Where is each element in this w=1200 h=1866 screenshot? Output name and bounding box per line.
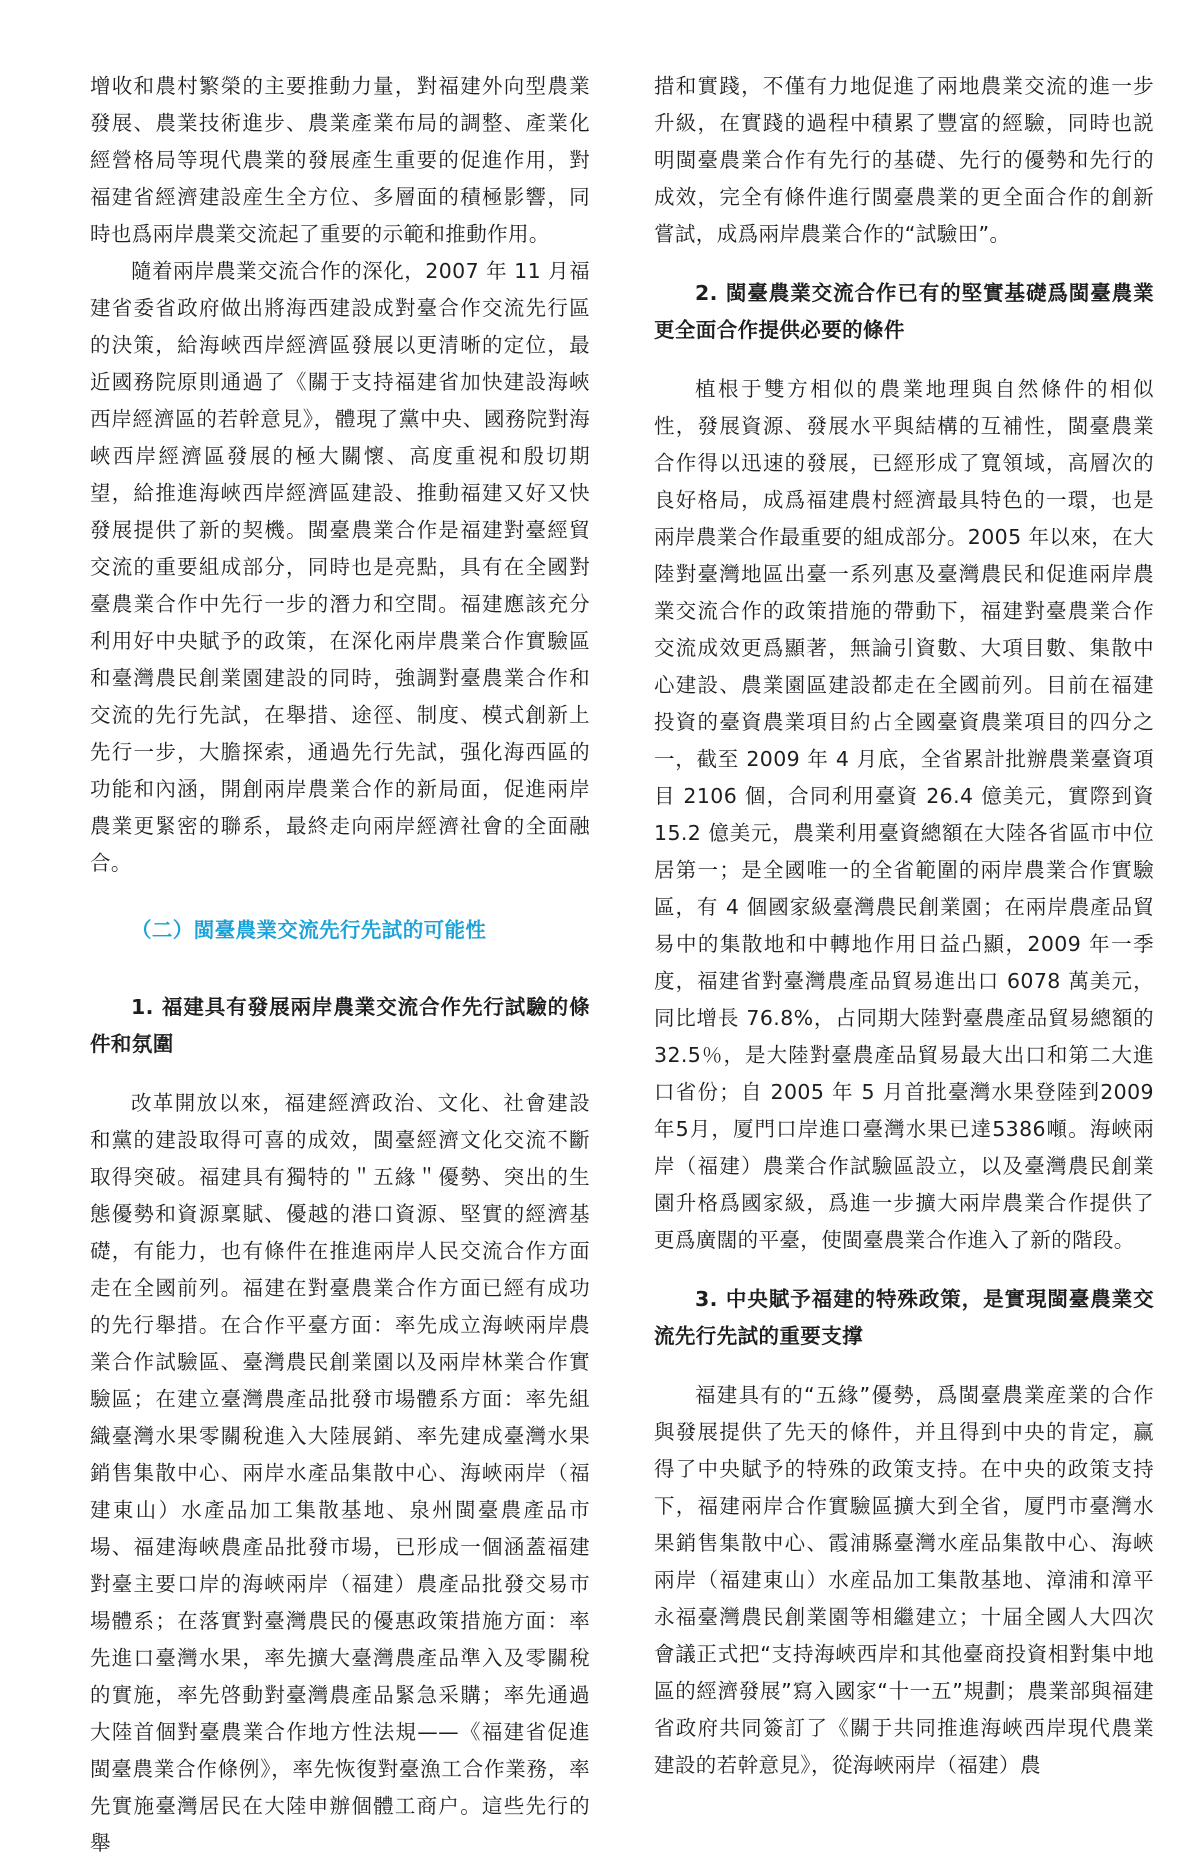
right-column [654, 68, 1154, 1788]
paragraph-body: 改革開放以來，福建經濟政治、文化、社會建設和黨的建設取得可喜的成效，閩臺經濟文化交流不斷取得突破。福建具有獨特的＂五緣＂優勢、突出的生態優勢和資源稟賦、優越的港口資源、堅實的經濟基礎，有能力，也有條件在推進兩岸人民交流合作方面走在全國前列。福建在對臺農業合作方面已經有成功的先行舉措。在合作平臺方面：率先成立海峽兩岸農業合作試驗區、臺灣農民創業園以及兩岸林業合作實驗區；在建立臺灣農產品批發市場體系方面：率先組織臺灣水果零關稅進入大陸展銷、率先建成臺灣水果銷售集散中心、兩岸水產品集散中心、海峽兩岸（福建東山）水產品加工集散基地、泉州閩臺農產品市場、福建海峽農產品批發市場，已形成一個涵蓋福建對臺主要口岸的海峽兩岸（福建）農產品批發交易市場體系；在落實對臺灣農民的優惠政策措施方面：率先進口臺灣水果，率先擴大臺灣農產品準入及零關稅的實施，率先啓動對臺灣農產品緊急采購；率先通過大陸首個對臺農業合作地方性法規——《福建省促進閩臺農業合作條例》，率先恢復對臺漁工合作業務，率先實施臺灣居民在大陸申辦個體工商户。這些先行的舉 [90, 1091, 590, 1855]
paragraph-continuation: 增收和農村繁榮的主要推動力量，對福建外向型農業發展、農業技術進步、農業產業布局的調整、產業化經營格局等現代農業的發展產生重要的促進作用，對福建省經濟建設産生全方位、多層面的積極影響，同時也爲兩岸農業交流起了重要的示範和推動作用。 [90, 74, 590, 246]
subheading-1: 1. 福建具有發展兩岸農業交流合作先行試驗的條件和氛圍 [90, 995, 590, 1056]
left-column [90, 68, 590, 1866]
paragraph-body: 植根于雙方相似的農業地理與自然條件的相似性，發展資源、發展水平與結構的互補性，閩臺農業合作得以迅速的發展，已經形成了寬領域，高層次的良好格局，成爲福建農村經濟最具特色的一環，也是兩岸農業合作最重要的組成部分。2005 年以來，在大陸對臺灣地區出臺一系列惠及臺灣農民和促進兩岸農業交流合作的政策措施的帶動下，福建對臺農業合作交流成效更爲顯著，無論引資數、大項目數、集散中心建設、農業園區建設都走在全國前列。目前在福建投資的臺資農業項目約占全國臺資農業項目的四分之一，截至 2009 年 4 月底，全省累計批辦農業臺資項目 2106 個，合同利用臺資 26.4 億美元，實際到資 15.2 億美元，農業利用臺資總額在大陸各省區市中位居第一；是全國唯一的全省範圍的兩岸農業合作實驗區，有 4 個國家級臺灣農民創業園；在兩岸農產品貿易中的集散地和中轉地作用日益凸顯，2009 年一季度，福建省對臺灣農產品貿易進出口 6078 萬美元，同比增長 76.8%，占同期大陸對臺農產品貿易總額的 32.5％，是大陸對臺農產品貿易最大出口和第二大進口省份；自 2005 年 5 月首批臺灣水果登陸到2009年5月，厦門口岸進口臺灣水果已達5386噸。海峽兩岸（福建）農業合作試驗區設立，以及臺灣農民創業園升格爲國家級，爲進一步擴大兩岸農業合作提供了更爲廣闊的平臺，使閩臺農業合作進入了新的階段。 [654, 377, 1154, 1252]
section-heading: （二）閩臺農業交流先行先試的可能性 [131, 918, 487, 942]
paragraph-body: 福建具有的“五緣”優勢，爲閩臺農業産業的合作與發展提供了先天的條件，并且得到中央的肯定，赢得了中央賦予的特殊的政策支持。在中央的政策支持下，福建兩岸合作實驗區擴大到全省，厦門市臺灣水果銷售集散中心、霞浦縣臺灣水産品集散中心、海峽兩岸（福建東山）水産品加工集散基地、漳浦和漳平永福臺灣農民創業園等相繼建立；十届全國人大四次會議正式把“支持海峽西岸和其他臺商投資相對集中地區的經濟發展”寫入國家“十一五”規劃；農業部與福建省政府共同簽訂了《關于共同推進海峽西岸現代農業建設的若幹意見》，從海峽兩岸（福建）農 [654, 1383, 1154, 1777]
subheading-3: 3. 中央賦予福建的特殊政策，是實現閩臺農業交流先行先試的重要支撑 [654, 1287, 1154, 1348]
paragraph-continuation: 措和實踐，不僅有力地促進了兩地農業交流的進一步升級，在實踐的過程中積累了豐富的經驗，同時也説明閩臺農業合作有先行的基礎、先行的優勢和先行的成效，完全有條件進行閩臺農業的更全面合作的創新嘗試，成爲兩岸農業合作的“試驗田”。 [654, 74, 1154, 246]
paragraph-body: 隨着兩岸農業交流合作的深化，2007 年 11 月福建省委省政府做出將海西建設成對臺合作交流先行區的決策，給海峽西岸經濟區發展以更清晰的定位，最近國務院原則通過了《關于支持福建省加快建設海峽西岸經濟區的若幹意見》，體現了黨中央、國務院對海峽西岸經濟區發展的極大關懷、高度重視和殷切期望，給推進海峽西岸經濟區建設、推動福建又好又快發展提供了新的契機。閩臺農業合作是福建對臺經貿交流的重要組成部分，同時也是亮點，具有在全國對臺農業合作中先行一步的潛力和空間。福建應該充分利用好中央賦予的政策，在深化兩岸農業合作實驗區和臺灣農民創業園建設的同時，強調對臺農業合作和交流的先行先試，在舉措、途徑、制度、模式創新上先行一步，大膽探索，通過先行先試，强化海西區的功能和內涵，開創兩岸農業合作的新局面，促進兩岸農業更緊密的聯系，最終走向兩岸經濟社會的全面融合。 [90, 259, 590, 875]
subheading-2: 2. 閩臺農業交流合作已有的堅實基礎爲閩臺農業更全面合作提供必要的條件 [654, 281, 1154, 342]
